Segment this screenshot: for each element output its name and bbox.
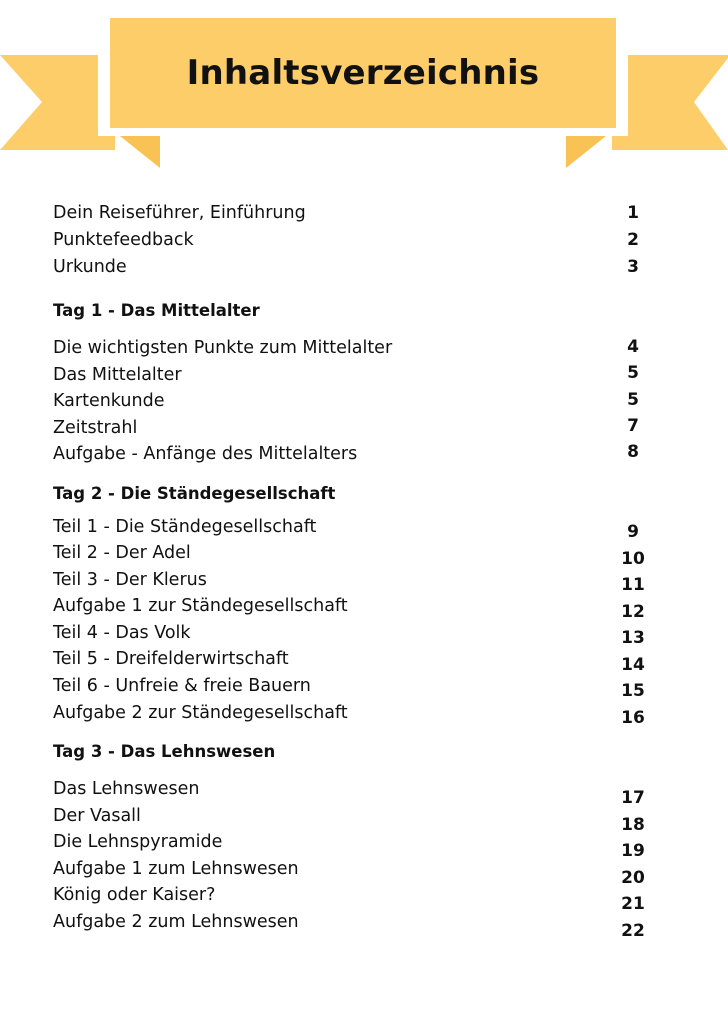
toc-entry-label[interactable]: Der Vasall (53, 806, 141, 826)
toc-entry-page: 4 (627, 337, 639, 357)
toc-entry-label[interactable]: Kartenkunde (53, 391, 165, 411)
toc-entry-label[interactable]: Teil 5 - Dreifelderwirtschaft (53, 649, 289, 669)
section-heading: Tag 3 - Das Lehnswesen (53, 742, 276, 761)
toc-entry-page: 5 (627, 363, 639, 383)
section-heading: Tag 1 - Das Mittelalter (53, 301, 260, 320)
toc-entry-page: 14 (621, 655, 645, 675)
toc-entry-label[interactable]: Aufgabe - Anfänge des Mittelalters (53, 444, 358, 464)
toc-entry-page: 21 (621, 894, 645, 914)
page-title: Inhaltsverzeichnis (186, 53, 540, 93)
toc-entry-label[interactable]: Zeitstrahl (53, 418, 138, 438)
toc-entry-page: 16 (621, 708, 645, 728)
toc-entry-label[interactable]: Aufgabe 1 zur Ständegesellschaft (53, 596, 348, 616)
toc-entry-page: 10 (621, 549, 645, 569)
toc-entry-page: 5 (627, 390, 639, 410)
toc-entry-page: 13 (621, 628, 645, 648)
ribbon-left-tail (0, 55, 115, 150)
ribbon-right-tail (612, 55, 728, 150)
toc-entry-label[interactable]: Die Lehnspyramide (53, 832, 223, 852)
toc-entry-label[interactable]: Teil 4 - Das Volk (53, 623, 191, 643)
toc-entry-label[interactable]: Dein Reiseführer, Einführung (53, 203, 306, 223)
toc-entry-page: 8 (627, 442, 639, 462)
toc-entry-label[interactable]: Teil 2 - Der Adel (53, 543, 191, 563)
toc-entry-page: 18 (621, 815, 645, 835)
toc-entry-page: 12 (621, 602, 645, 622)
toc-entry-page: 1 (627, 203, 639, 223)
toc-entry-page: 2 (627, 230, 639, 250)
toc-entry-label[interactable]: Teil 1 - Die Ständegesellschaft (53, 517, 317, 537)
toc-entry-page: 9 (627, 522, 639, 542)
toc-entry-page: 22 (621, 921, 645, 941)
section-heading: Tag 2 - Die Ständegesellschaft (53, 484, 336, 503)
toc-entry-label[interactable]: Teil 6 - Unfreie & freie Bauern (53, 676, 311, 696)
toc-entry-label[interactable]: Aufgabe 2 zur Ständegesellschaft (53, 703, 348, 723)
toc-entry-page: 19 (621, 841, 645, 861)
toc-entry-label[interactable]: Aufgabe 1 zum Lehnswesen (53, 859, 299, 879)
toc-entry-label[interactable]: Teil 3 - Der Klerus (53, 570, 207, 590)
toc-entry-page: 11 (621, 575, 645, 595)
toc-entry-label[interactable]: Die wichtigsten Punkte zum Mittelalter (53, 338, 393, 358)
toc-entry-page: 15 (621, 681, 645, 701)
toc-entry-page: 17 (621, 788, 645, 808)
toc-entry-label[interactable]: König oder Kaiser? (53, 885, 216, 905)
toc-entry-label[interactable]: Aufgabe 2 zum Lehnswesen (53, 912, 299, 932)
toc-entry-label[interactable]: Urkunde (53, 257, 127, 277)
toc-entry-label[interactable]: Punktefeedback (53, 230, 194, 250)
toc-entry-page: 20 (621, 868, 645, 888)
toc-entry-page: 3 (627, 257, 639, 277)
toc-entry-label[interactable]: Das Lehnswesen (53, 779, 200, 799)
toc-entry-page: 7 (627, 416, 639, 436)
toc-entry-label[interactable]: Das Mittelalter (53, 365, 182, 385)
